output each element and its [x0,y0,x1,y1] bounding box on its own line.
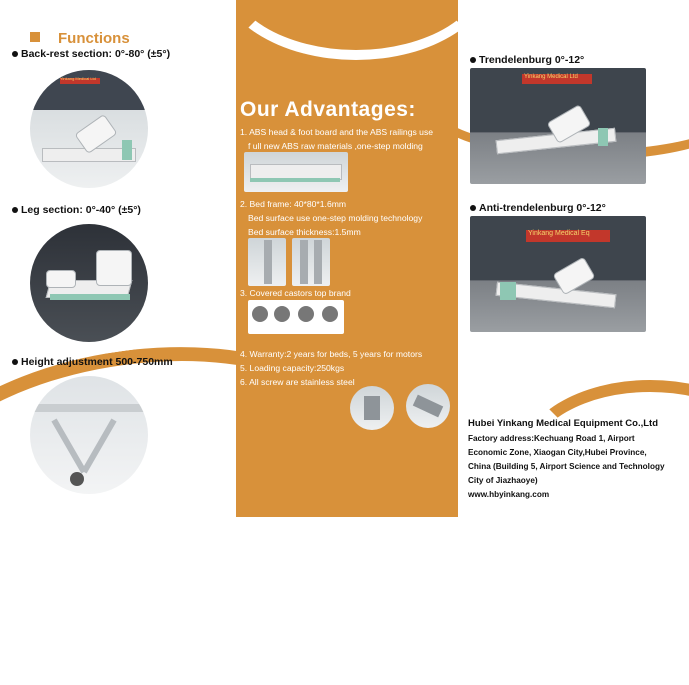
bed-frame-photo-2 [292,238,330,286]
bullet-icon [470,57,476,63]
panel-arc [236,0,458,60]
height-adjustment-photo [30,376,148,494]
factory-sign-text: Yinkang Medical Ltd [524,74,578,80]
advantages-panel [236,0,458,517]
advantage-6: 6. All screw are stainless steel [240,377,355,387]
advantage-1-line-1: 1. ABS head & foot board and the ABS railings use [240,127,434,137]
castors-photo [248,300,344,334]
functions-heading: Functions [58,30,130,47]
screw-photo-2 [406,384,450,428]
back-rest-label: Back-rest section: 0°-80° (±5°) [12,48,170,60]
bullet-icon [12,51,18,57]
factory-sign-text-2: Yinkang Medical Eq [528,230,590,237]
company-address-line-1: Factory address:Kechuang Road 1, Airport [468,434,635,443]
height-adjustment-label: Height adjustment 500-750mm [12,356,173,368]
advantage-1-line-2: f ull new ABS raw materials ,one-step molding [248,141,423,151]
company-address-line-2: Economic Zone, Xiaogan City,Hubei Province, [468,448,647,457]
back-rest-photo [30,70,148,188]
screw-photo-1 [350,386,394,430]
advantage-4: 4. Warranty:2 years for beds, 5 years for motors [240,349,423,359]
trendelenburg-label: Trendelenburg 0°-12° [470,54,584,66]
leg-section-label: Leg section: 0°-40° (±5°) [12,204,141,216]
leg-section-photo [30,224,148,342]
factory-sign-text: Yinkang Medical Ltd [60,76,96,81]
bullet-icon [12,207,18,213]
advantage-3: 3. Covered castors top brand [240,288,351,298]
advantage-2-line-2: Bed surface use one-step molding technology [248,213,423,223]
company-website[interactable]: www.hbyinkang.com [468,490,550,499]
decorative-arc-right-lower [520,380,689,540]
anti-trendelenburg-photo [470,216,646,332]
advantages-title: Our Advantages: [240,98,416,121]
trendelenburg-photo [470,68,646,184]
advantage-2-line-1: 2. Bed frame: 40*80*1.6mm [240,199,347,209]
bullet-icon [12,359,18,365]
abs-board-photo [244,152,348,192]
anti-trendelenburg-label: Anti-trendelenburg 0°-12° [470,202,606,214]
company-name: Hubei Yinkang Medical Equipment Co.,Ltd [468,418,659,429]
company-address-line-3: China (Building 5, Airport Science and Technology [468,462,665,471]
bed-frame-photo-1 [248,238,286,286]
bullet-icon [470,205,476,211]
functions-square-icon [30,32,40,42]
advantage-2-line-3: Bed surface thickness:1.5mm [248,227,361,237]
advantage-5: 5. Loading capacity:250kgs [240,363,345,373]
company-address-line-4: City of Jiazhaoye) [468,476,538,485]
